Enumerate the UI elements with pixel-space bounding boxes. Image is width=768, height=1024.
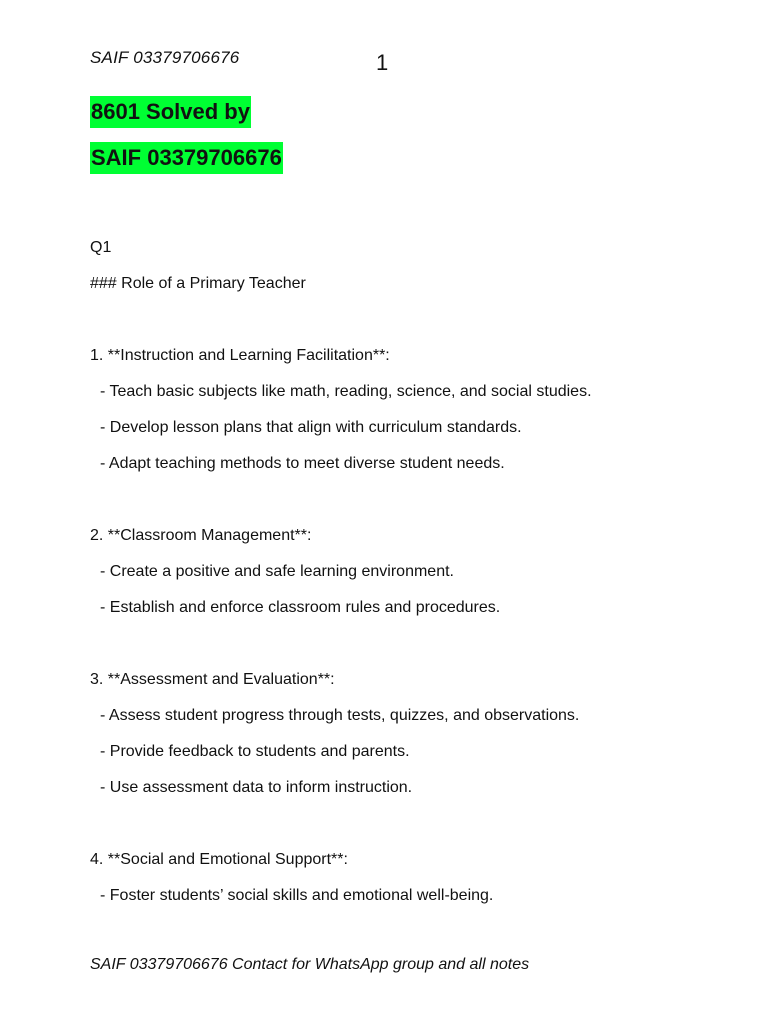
question-label: Q1 bbox=[90, 239, 112, 256]
highlighted-title-line2: SAIF 03379706676 bbox=[90, 142, 283, 174]
list-item: - Adapt teaching methods to meet diverse student needs. bbox=[100, 455, 505, 472]
page-number: 1 bbox=[376, 50, 389, 75]
section-title: 4. **Social and Emotional Support**: bbox=[90, 851, 348, 868]
section-heading: ### Role of a Primary Teacher bbox=[90, 275, 306, 292]
header-contact: SAIF 03379706676 bbox=[90, 48, 240, 67]
list-item: - Provide feedback to students and parents. bbox=[100, 743, 410, 760]
list-item: - Teach basic subjects like math, reading, science, and social studies. bbox=[100, 383, 592, 400]
list-item: - Establish and enforce classroom rules and procedures. bbox=[100, 599, 501, 616]
list-item: - Use assessment data to inform instruction. bbox=[100, 779, 413, 796]
list-item: - Assess student progress through tests, quizzes, and observations. bbox=[100, 707, 580, 724]
list-item: - Develop lesson plans that align with curriculum standards. bbox=[100, 419, 522, 436]
section-title: 2. **Classroom Management**: bbox=[90, 527, 312, 544]
list-item: - Foster students’ social skills and emotional well-being. bbox=[100, 887, 494, 904]
section-title: 3. **Assessment and Evaluation**: bbox=[90, 671, 335, 688]
highlighted-title-line1: 8601 Solved by bbox=[90, 96, 251, 128]
list-item: - Create a positive and safe learning environment. bbox=[100, 563, 454, 580]
section-title: 1. **Instruction and Learning Facilitation**: bbox=[90, 347, 390, 364]
page-footer: SAIF 03379706676 Contact for WhatsApp group and all notes bbox=[90, 956, 530, 973]
